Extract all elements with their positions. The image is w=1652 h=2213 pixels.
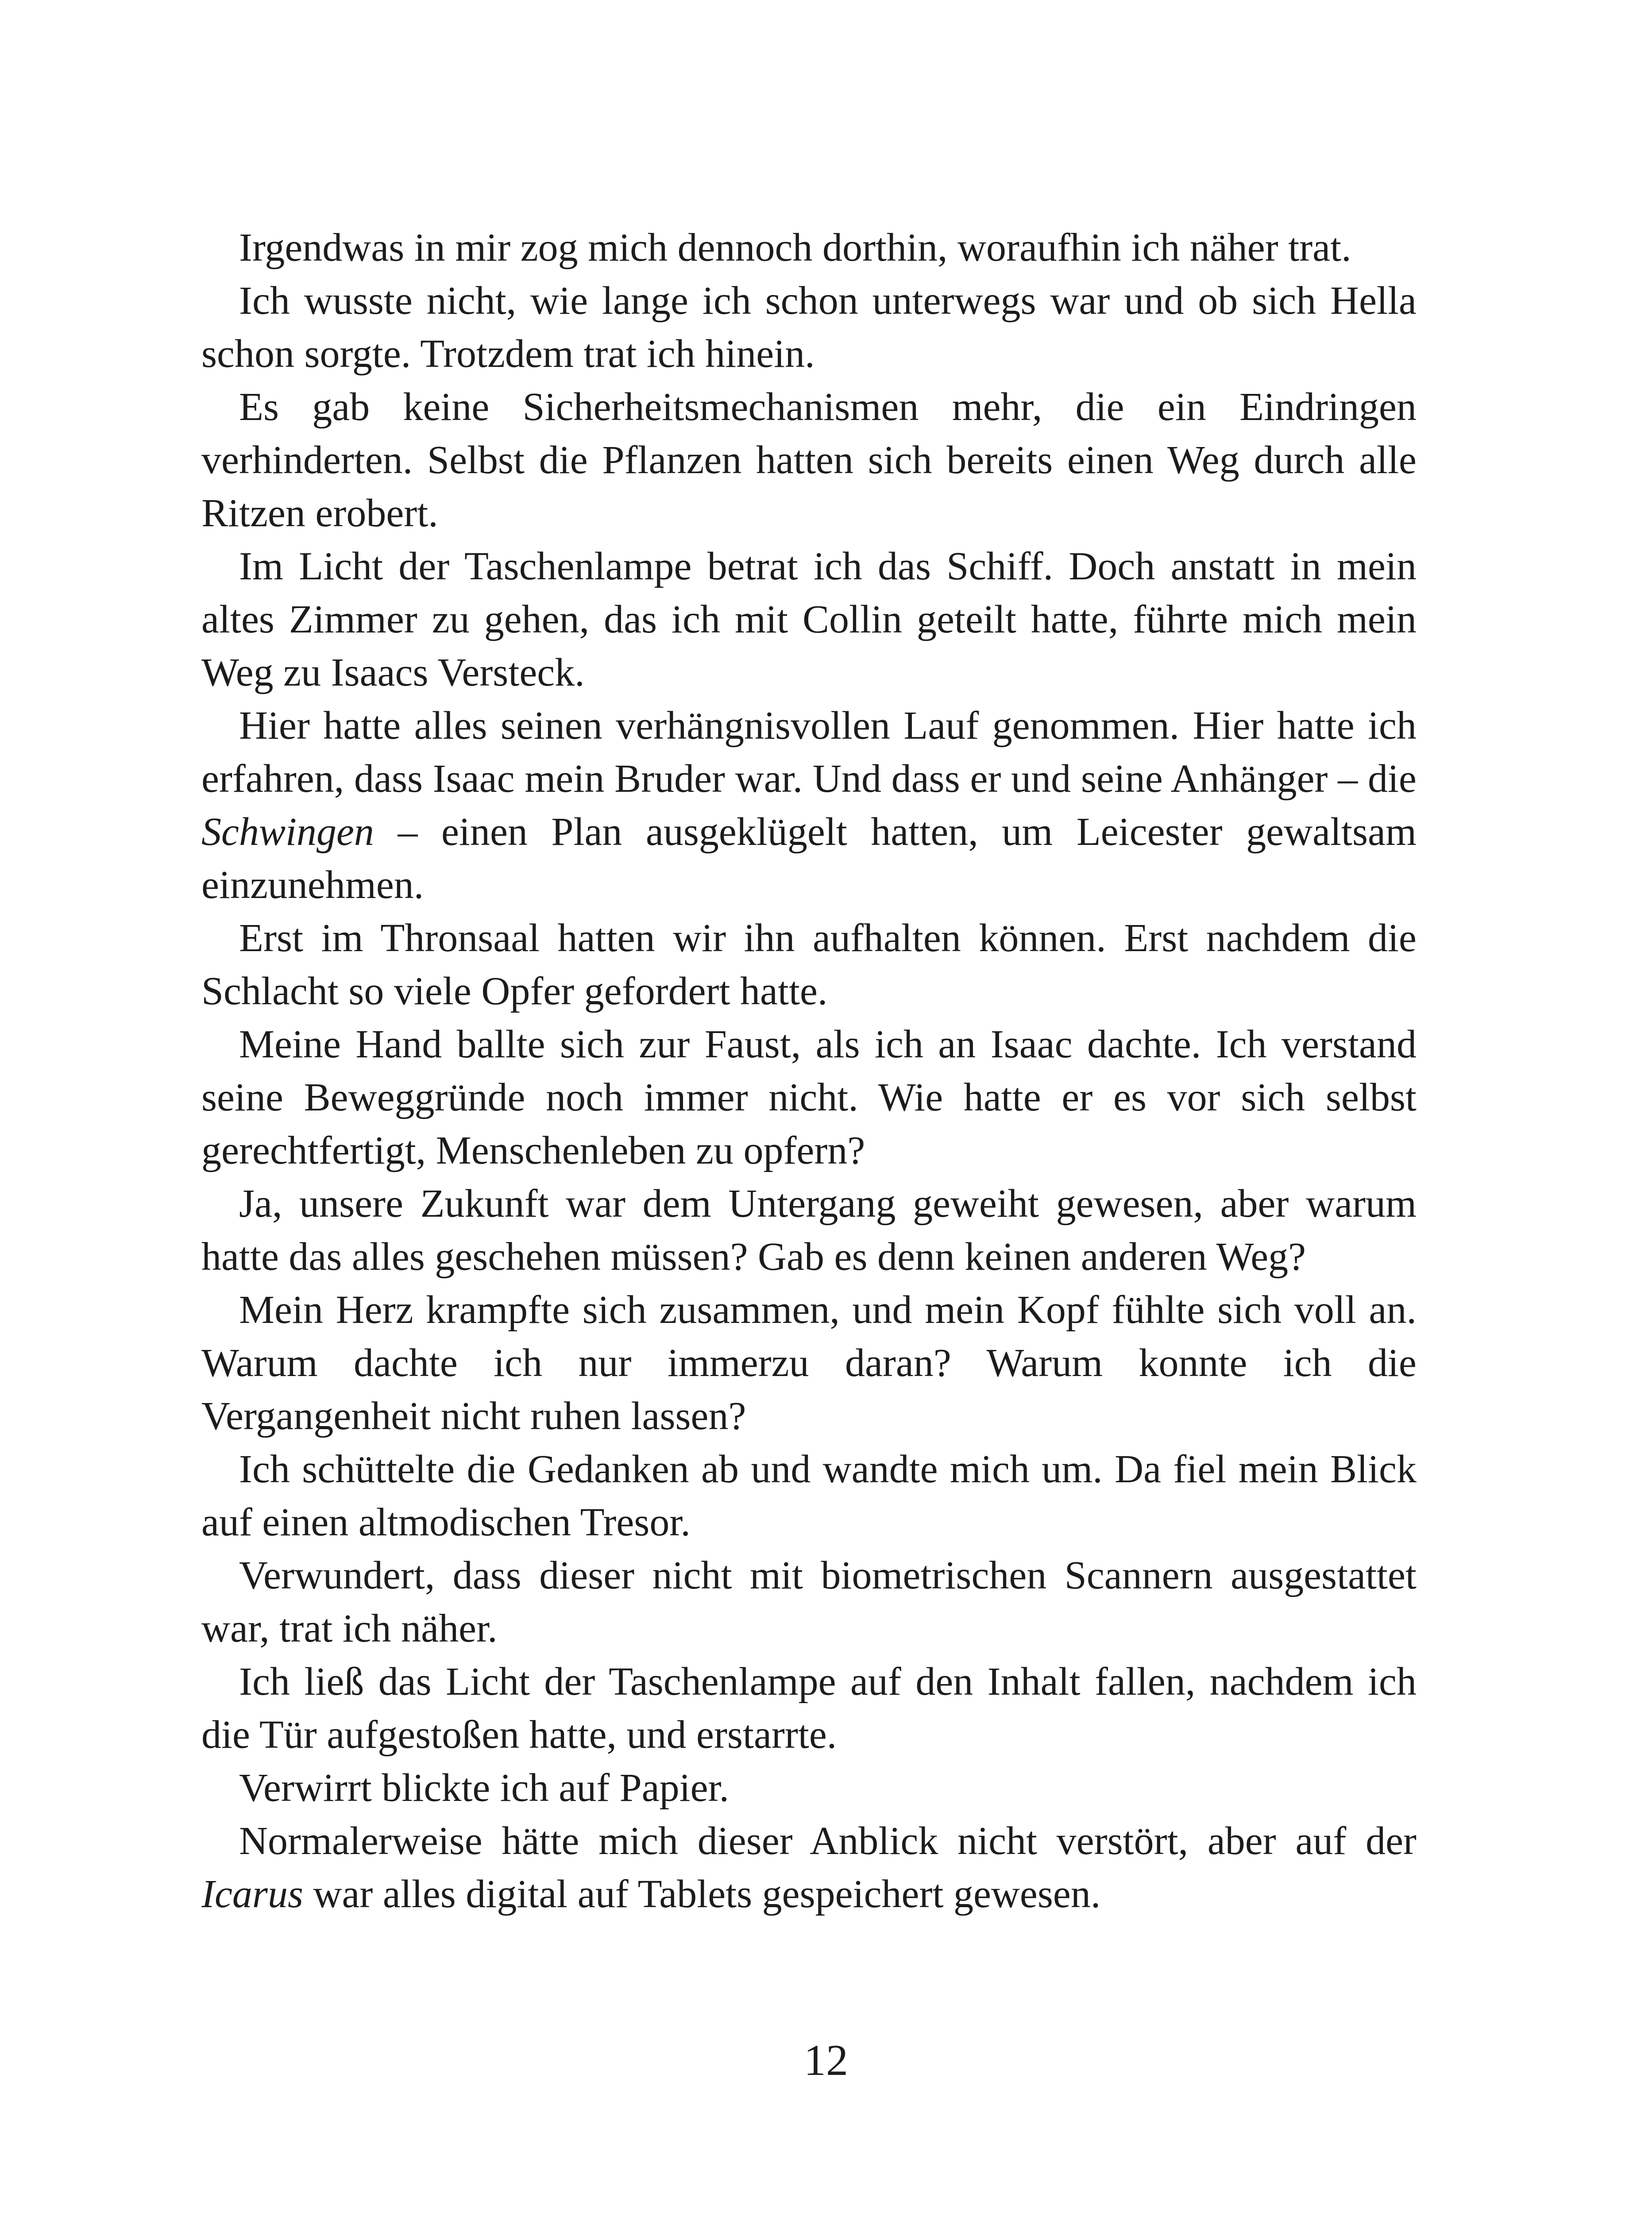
- paragraph-text: Verwundert, dass dieser nicht mit biometrischen Scannern ausgestattet war, trat ich näher.: [201, 1554, 1417, 1650]
- paragraph: [201, 1443, 1417, 1549]
- paragraph: [201, 1762, 1417, 1815]
- paragraph-text: Ich schüttelte die Gedanken ab und wandte mich um. Da fiel mein Blick auf einen altmodischen Tresor.: [201, 1447, 1417, 1544]
- page-number: 12: [804, 2036, 848, 2085]
- body-text: [201, 221, 1417, 1921]
- italic-title-text: Schwingen: [201, 810, 374, 854]
- paragraph-text: Im Licht der Taschenlampe betrat ich das Schiff. Doch anstatt in mein altes Zimmer zu gehen, das ich mit Collin geteilt hatte, führte mich mein Weg zu Isaacs Versteck.: [201, 544, 1417, 694]
- paragraph: [201, 221, 1417, 274]
- paragraph-text: Ich wusste nicht, wie lange ich schon unterwegs war und ob sich Hella schon sorgte. Trotzdem trat ich hinein.: [201, 279, 1417, 376]
- paragraph-text: war alles digital auf Tablets gespeichert gewesen.: [303, 1872, 1101, 1916]
- paragraph-text: Ja, unsere Zukunft war dem Untergang geweiht gewesen, aber warum hatte das alles geschehen müssen? Gab es denn keinen anderen Weg?: [201, 1182, 1417, 1279]
- paragraph-text: Normalerweise hätte mich dieser Anblick nicht verstört, aber auf der: [239, 1819, 1417, 1863]
- italic-title-text: Icarus: [201, 1872, 303, 1916]
- paragraph-text: Hier hatte alles seinen verhängnisvollen Lauf genommen. Hier hatte ich erfahren, dass Isaac mein Bruder war. Und dass er und seine Anhänger – die: [201, 704, 1417, 801]
- paragraph: [201, 699, 1417, 912]
- paragraph: [201, 274, 1417, 381]
- paragraph-text: Es gab keine Sicherheitsmechanismen mehr, die ein Eindringen verhinderten. Selbst die Pflanzen hatten sich bereits einen Weg durch alle Ritzen erobert.: [201, 385, 1417, 535]
- paragraph-text: Meine Hand ballte sich zur Faust, als ich an Isaac dachte. Ich verstand seine Beweggründe noch immer nicht. Wie hatte er es vor sich selbst gerechtfertigt, Menschenleben zu opfern?: [201, 1022, 1417, 1172]
- paragraph-text: – einen Plan ausgeklügelt hatten, um Leicester gewaltsam einzunehmen.: [201, 810, 1417, 907]
- paragraph-text: Verwirrt blickte ich auf Papier.: [239, 1766, 730, 1810]
- paragraph: [201, 540, 1417, 699]
- paragraph-text: Erst im Thronsaal hatten wir ihn aufhalten können. Erst nachdem die Schlacht so viele Opfer gefordert hatte.: [201, 916, 1417, 1013]
- paragraph: [201, 1284, 1417, 1443]
- paragraph: [201, 1177, 1417, 1284]
- paragraph-text: Mein Herz krampfte sich zusammen, und mein Kopf fühlte sich voll an. Warum dachte ich nur immerzu daran? Warum konnte ich die Vergangenheit nicht ruhen lassen?: [201, 1288, 1417, 1438]
- paragraph: [201, 1549, 1417, 1655]
- paragraph: [201, 381, 1417, 540]
- paragraph: [201, 1815, 1417, 1921]
- paragraph-text: Irgendwas in mir zog mich dennoch dorthin, woraufhin ich näher trat.: [239, 226, 1351, 270]
- paragraph: [201, 1655, 1417, 1762]
- paragraph: [201, 1018, 1417, 1177]
- paragraph-text: Ich ließ das Licht der Taschenlampe auf den Inhalt fallen, nachdem ich die Tür aufgestoßen hatte, und erstarrte.: [201, 1660, 1417, 1757]
- paragraph: [201, 912, 1417, 1018]
